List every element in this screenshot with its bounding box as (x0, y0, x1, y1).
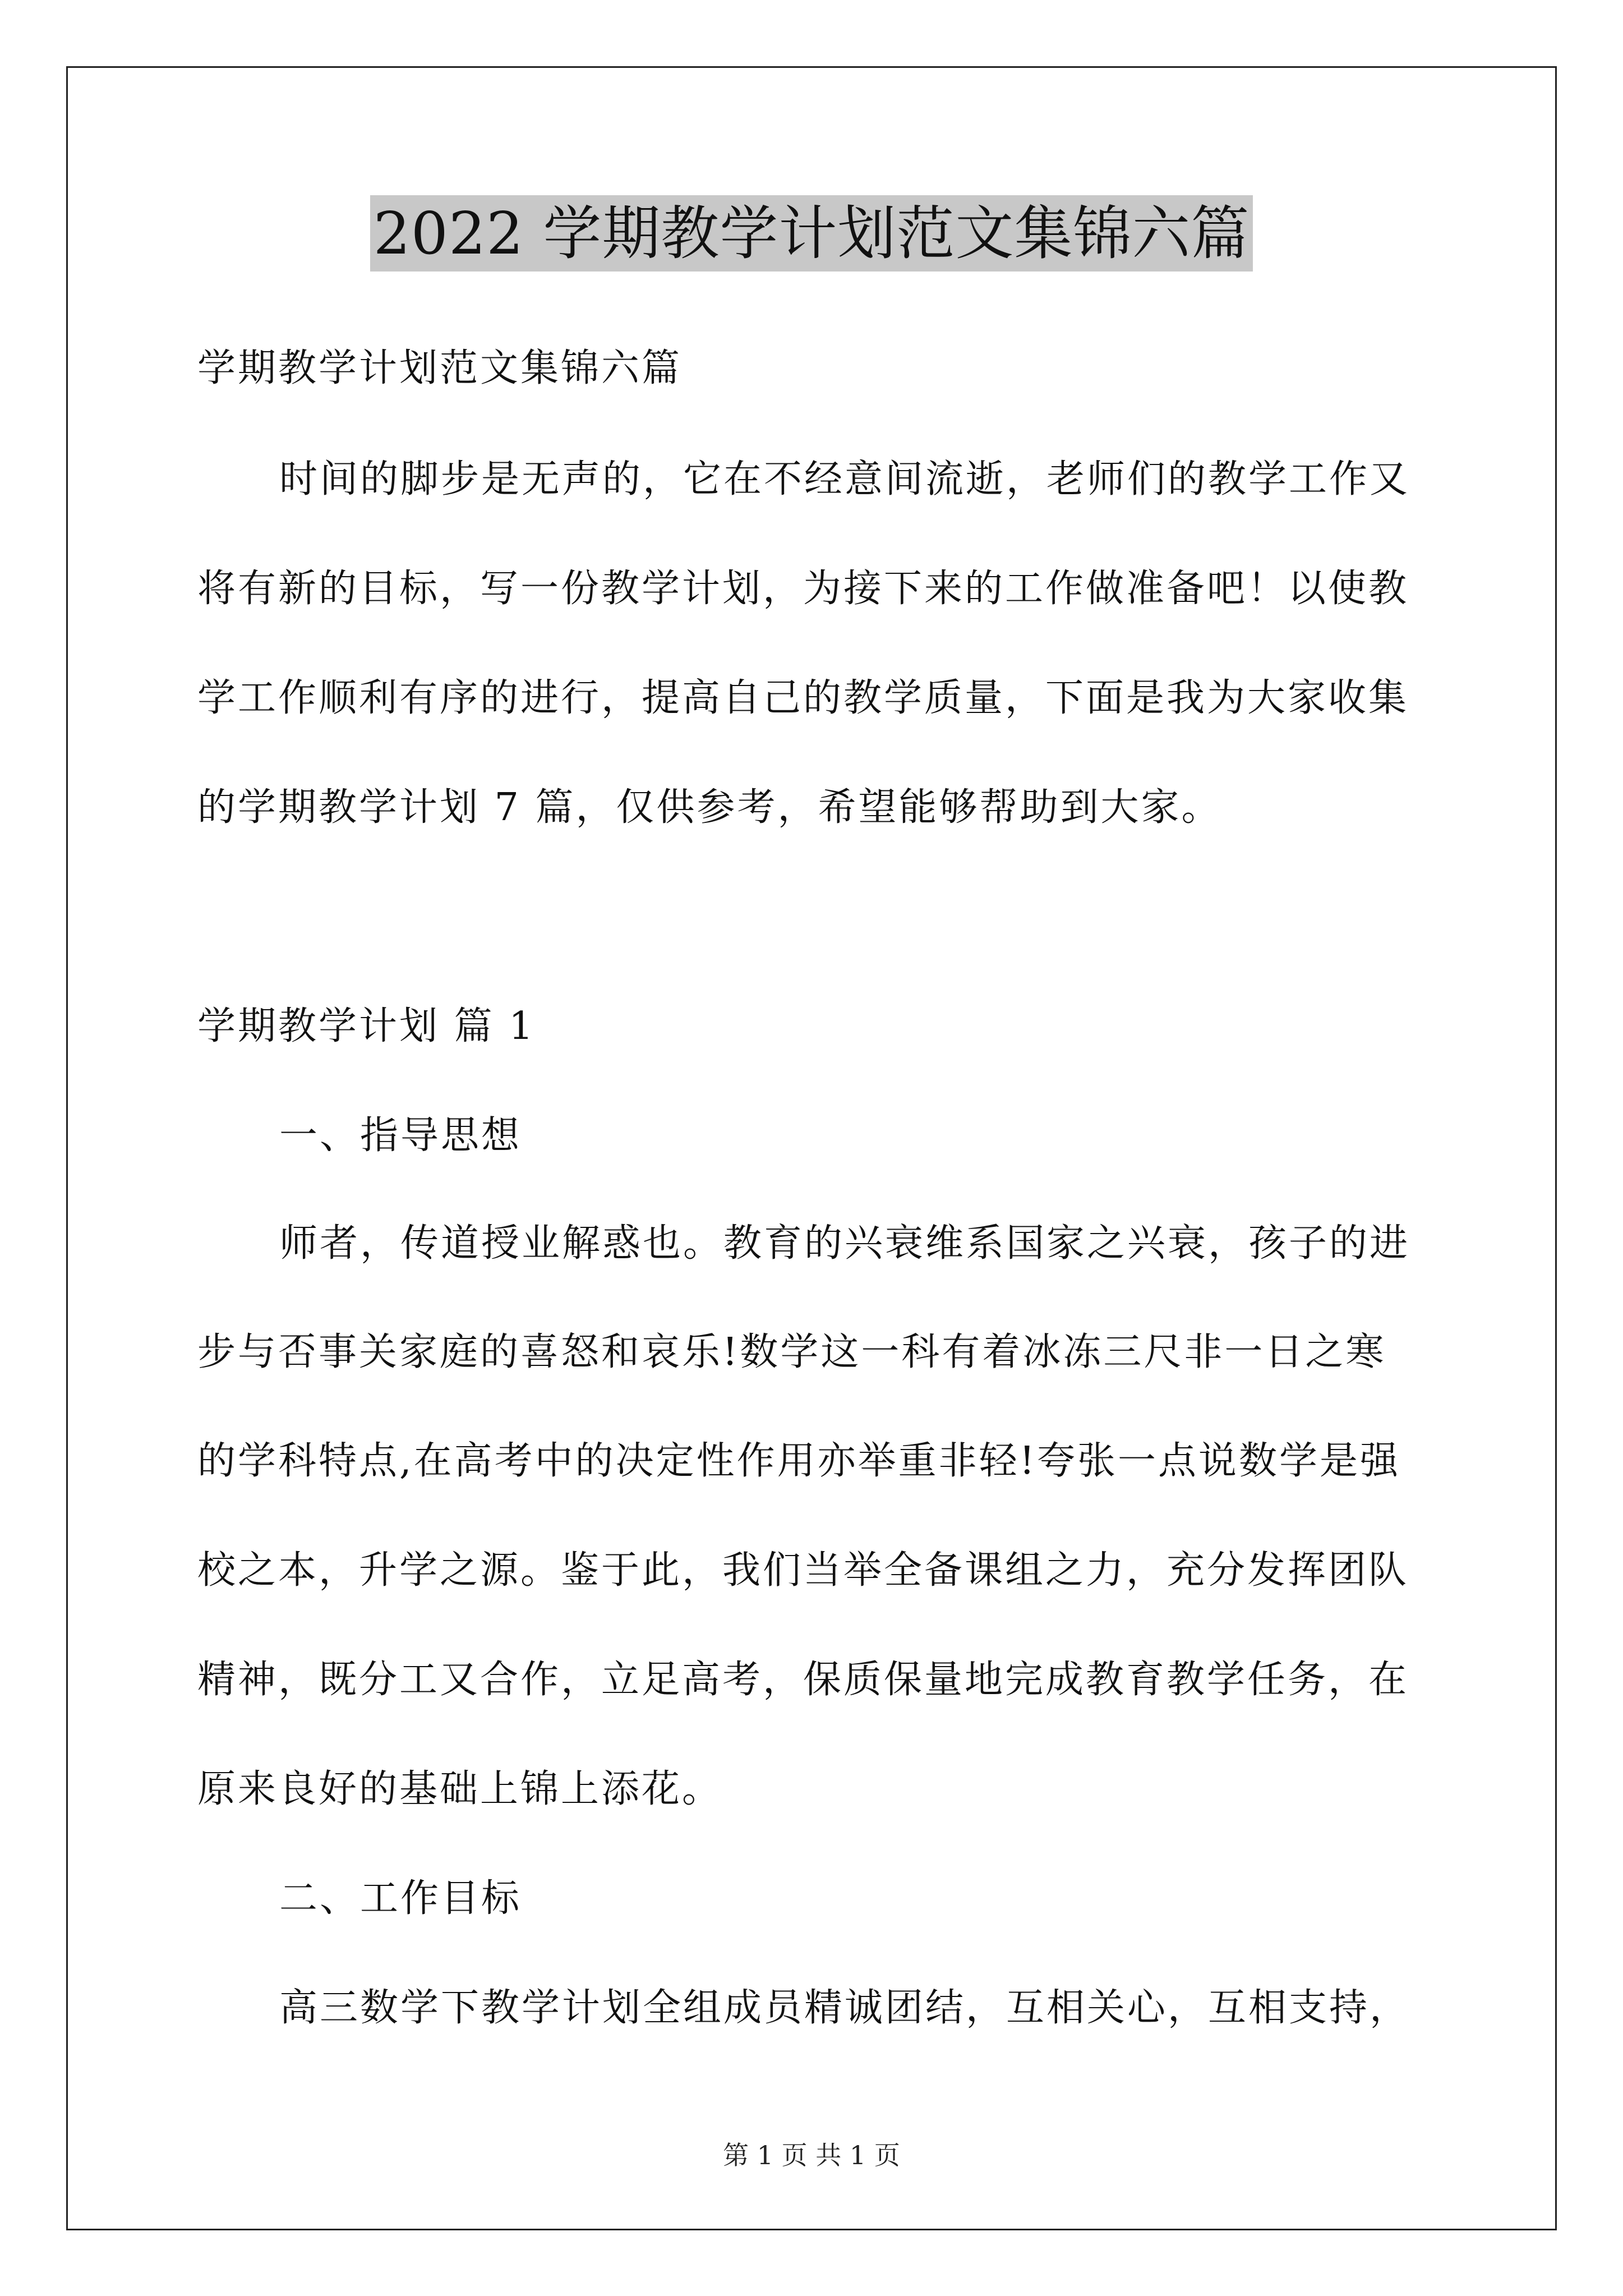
part1-line-5: 精神，既分工又合作，立足高考，保质保量地完成教育教学任务，在 (197, 1658, 1409, 1702)
document-title: 2022 学期教学计划范文集锦六篇 (370, 195, 1253, 272)
part2-heading: 二、工作目标 (279, 1876, 522, 1921)
part1-line-4: 校之本，升学之源。鉴于此，我们当举全备课组之力，充分发挥团队 (197, 1548, 1409, 1593)
intro-line-4: 的学期教学计划 7 篇，仅供参考，希望能够帮助到大家。 (197, 785, 1222, 830)
title-container (0, 195, 1623, 272)
intro-line-1: 时间的脚步是无声的，它在不经意间流逝，老师们的教学工作又 (279, 457, 1410, 501)
page-footer: 第 1 页 共 1 页 (723, 2140, 900, 2170)
part2-line-1: 高三数学下教学计划全组成员精诚团结，互相关心，互相支持， (279, 1986, 1410, 2030)
part1-line-6: 原来良好的基础上锦上添花。 (197, 1767, 723, 1811)
part1-heading: 一、指导思想 (279, 1114, 522, 1158)
document-subtitle: 学期教学计划范文集锦六篇 (197, 346, 683, 390)
part1-line-2: 步与否事关家庭的喜怒和哀乐!数学这一科有着冰冻三尺非一日之寒 (197, 1330, 1386, 1374)
intro-line-2: 将有新的目标，写一份教学计划，为接下来的工作做准备吧！以使教 (197, 567, 1409, 611)
section-heading: 学期教学计划 篇 1 (197, 1004, 536, 1048)
intro-line-3: 学工作顺利有序的进行，提高自己的教学质量，下面是我为大家收集 (197, 676, 1409, 720)
part1-line-1: 师者，传道授业解惑也。教育的兴衰维系国家之兴衰，孩子的进 (279, 1221, 1410, 1266)
part1-line-3: 的学科特点,在高考中的决定性作用亦举重非轻!夸张一点说数学是强 (197, 1439, 1400, 1483)
